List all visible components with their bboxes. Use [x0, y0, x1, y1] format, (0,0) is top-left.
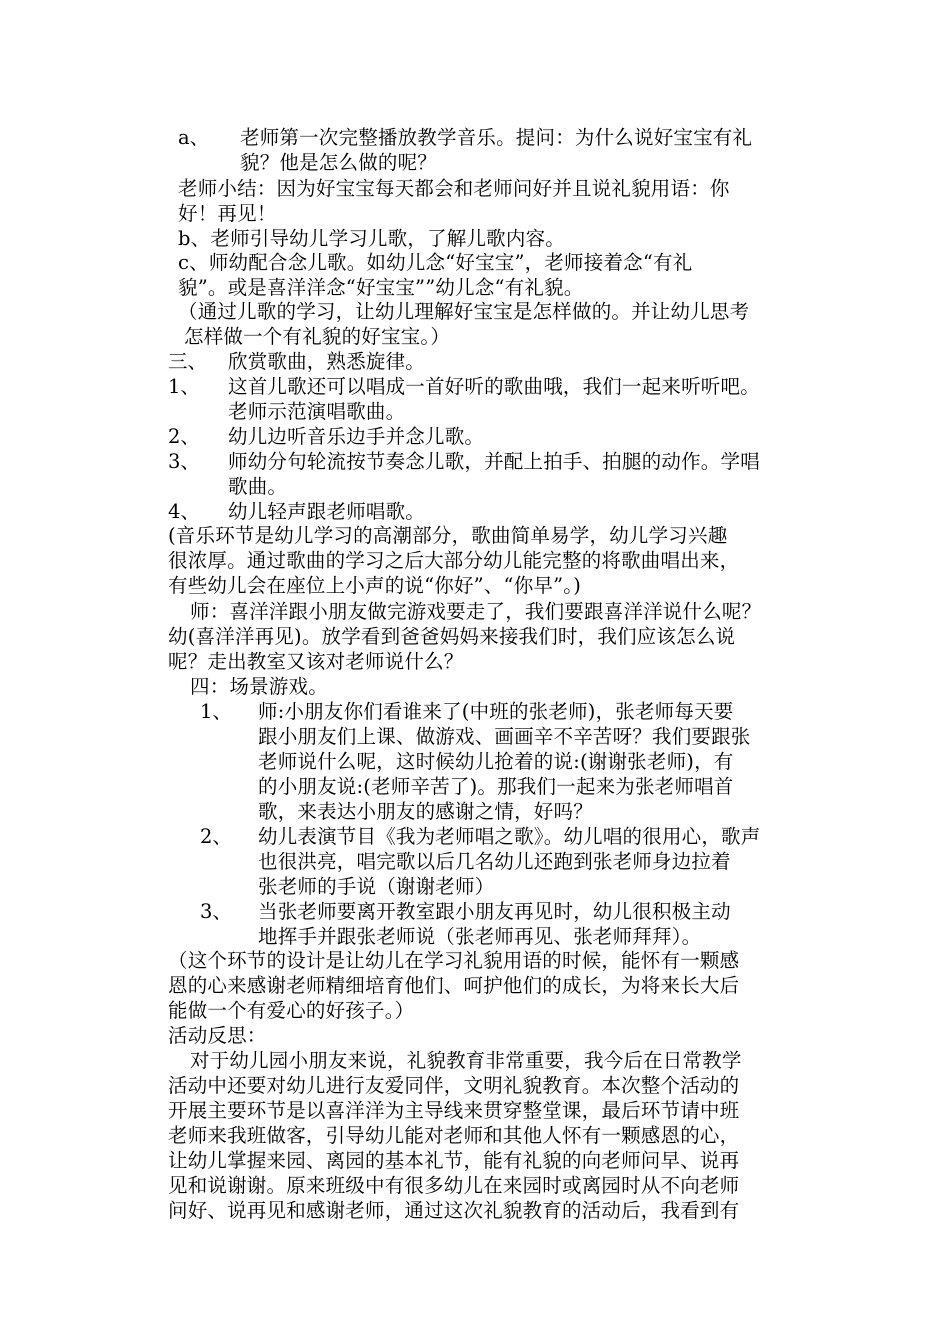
item-a-label: a、 — [178, 126, 210, 149]
section-four-note-line-3: 能做一个有爱心的好孩子。） — [168, 999, 415, 1022]
section-four-item-2-label: 2、 — [200, 825, 232, 848]
item-a-line-1: 老师第一次完整播放教学音乐。提问：为什么说好宝宝有礼 — [240, 126, 753, 149]
reflection-line-7: 问好、说再见和感谢老师，通过这次礼貌教育的活动后，我看到有 — [168, 1199, 740, 1222]
section-four-item-2-line-3: 张老师的手说（谢谢老师） — [258, 875, 495, 898]
item-a-line-2: 貌？他是怎么做的呢？ — [240, 151, 438, 174]
section-four-item-2-line-1: 幼儿表演节目《我为老师唱之歌》。幼儿唱的很用心，歌声 — [258, 825, 761, 848]
section-four-item-1-label: 1、 — [200, 700, 232, 723]
section-three-item-3-label: 3、 — [168, 450, 200, 473]
item-c-line-2: 貌”。或是喜洋洋念“好宝宝””幼儿念“有礼貌。 — [178, 276, 584, 299]
section-three-item-3-line-1: 师幼分句轮流按节奏念儿歌，并配上拍手、拍腿的动作。学唱 — [228, 450, 760, 473]
section-three-item-1-line-1: 这首儿歌还可以唱成一首好听的歌曲哦，我们一起来听听吧。 — [228, 375, 760, 398]
section-four-item-1-line-4: 的小朋友说:(老师辛苦了)。那我们一起来为张老师唱首 — [258, 775, 734, 798]
reflection-line-2: 活动中还要对幼儿进行友爱同伴，文明礼貌教育。本次整个活动的 — [168, 1074, 740, 1097]
dialogue-line-1: 师：喜洋洋跟小朋友做完游戏要走了，我们要跟喜洋洋说什么呢？ — [190, 600, 762, 623]
section-four-note-line-2: 恩的心来感谢老师精细培育他们、呵护他们的成长，为将来长大后 — [168, 974, 740, 997]
summary-line-2: 好！再见！ — [178, 202, 277, 225]
section-three-item-2-label: 2、 — [168, 425, 200, 448]
section-four-heading: 四：场景游戏。 — [190, 675, 328, 698]
section-three-item-4-label: 4、 — [168, 500, 200, 523]
section-three-note-line-1: (音乐环节是幼儿学习的高潮部分，歌曲简单易学，幼儿学习兴趣 — [168, 524, 728, 547]
section-four-item-1-line-5: 歌，来表达小朋友的感谢之情，好吗？ — [258, 800, 593, 823]
reflection-line-3: 开展主要环节是以喜洋洋为主导线来贯穿整堂课，最后环节请中班 — [168, 1099, 740, 1122]
dialogue-line-3: 呢？走出教室又该对老师说什么？ — [168, 650, 464, 673]
section-three-item-1-label: 1、 — [168, 375, 200, 398]
section-four-item-1-line-2: 跟小朋友们上课、做游戏、画画辛不辛苦呀？我们要跟张 — [258, 725, 751, 748]
item-b-line-1: b、老师引导幼儿学习儿歌，了解儿歌内容。 — [178, 227, 565, 250]
section-three-item-4-line-1: 幼儿轻声跟老师唱歌。 — [228, 500, 426, 523]
section-three-note-line-3: 有些幼儿会在座位上小声的说“你好”、“你早”。) — [168, 574, 582, 597]
section-four-item-1-line-1: 师:小朋友你们看谁来了(中班的张老师)，张老师每天要 — [258, 700, 734, 723]
reflection-line-6: 见和说谢谢。原来班级中有很多幼儿在来园时或离园时从不向老师 — [168, 1174, 740, 1197]
section-four-item-3-line-1: 当张老师要离开教室跟小朋友再见时，幼儿很积极主动 — [258, 900, 731, 923]
section-three-heading: 欣赏歌曲，熟悉旋律。 — [228, 350, 426, 373]
reflection-line-5: 让幼儿掌握来园、离园的基本礼节，能有礼貌的向老师问早、说再 — [168, 1149, 740, 1172]
section-three-label: 三、 — [168, 350, 208, 373]
section-three-note-line-2: 很浓厚。通过歌曲的学习之后大部分幼儿能完整的将歌曲唱出来， — [168, 549, 740, 572]
section-four-item-3-label: 3、 — [200, 900, 232, 923]
reflection-line-4: 老师来我班做客，引导幼儿能对老师和其他人怀有一颗感恩的心， — [168, 1124, 740, 1147]
section-four-note-line-1: （这个环节的设计是让幼儿在学习礼貌用语的时候，能怀有一颗感 — [168, 949, 740, 972]
section-three-item-1-line-2: 老师示范演唱歌曲。 — [228, 400, 406, 423]
section-four-item-3-line-2: 地挥手并跟张老师说（张老师再见、张老师拜拜）。 — [258, 925, 702, 948]
summary-line-1: 老师小结：因为好宝宝每天都会和老师问好并且说礼貌用语：你 — [178, 177, 730, 200]
section-two-note-line-1: （通过儿歌的学习，让幼儿理解好宝宝是怎样做的。并让幼儿思考 — [178, 300, 750, 323]
section-three-item-2-line-1: 幼儿边听音乐边手并念儿歌。 — [228, 425, 485, 448]
section-four-item-1-line-3: 老师说什么呢，这时候幼儿抢着的说:(谢谢张老师)，有 — [258, 750, 734, 773]
reflection-line-1: 对于幼儿园小朋友来说，礼貌教育非常重要，我今后在日常教学 — [190, 1049, 742, 1072]
section-two-note-line-2: 怎样做一个有礼貌的好宝宝。） — [184, 325, 451, 348]
section-three-item-3-line-2: 歌曲。 — [228, 475, 288, 498]
dialogue-line-2: 幼(喜洋洋再见)。放学看到爸爸妈妈来接我们时，我们应该怎么说 — [168, 625, 736, 648]
section-four-item-2-line-2: 也很洪亮，唱完歌以后几名幼儿还跑到张老师身边拉着 — [258, 850, 731, 873]
reflection-heading: 活动反思： — [168, 1024, 267, 1047]
item-c-line-1: c、师幼配合念儿歌。如幼儿念“好宝宝”，老师接着念“有礼 — [178, 251, 693, 274]
